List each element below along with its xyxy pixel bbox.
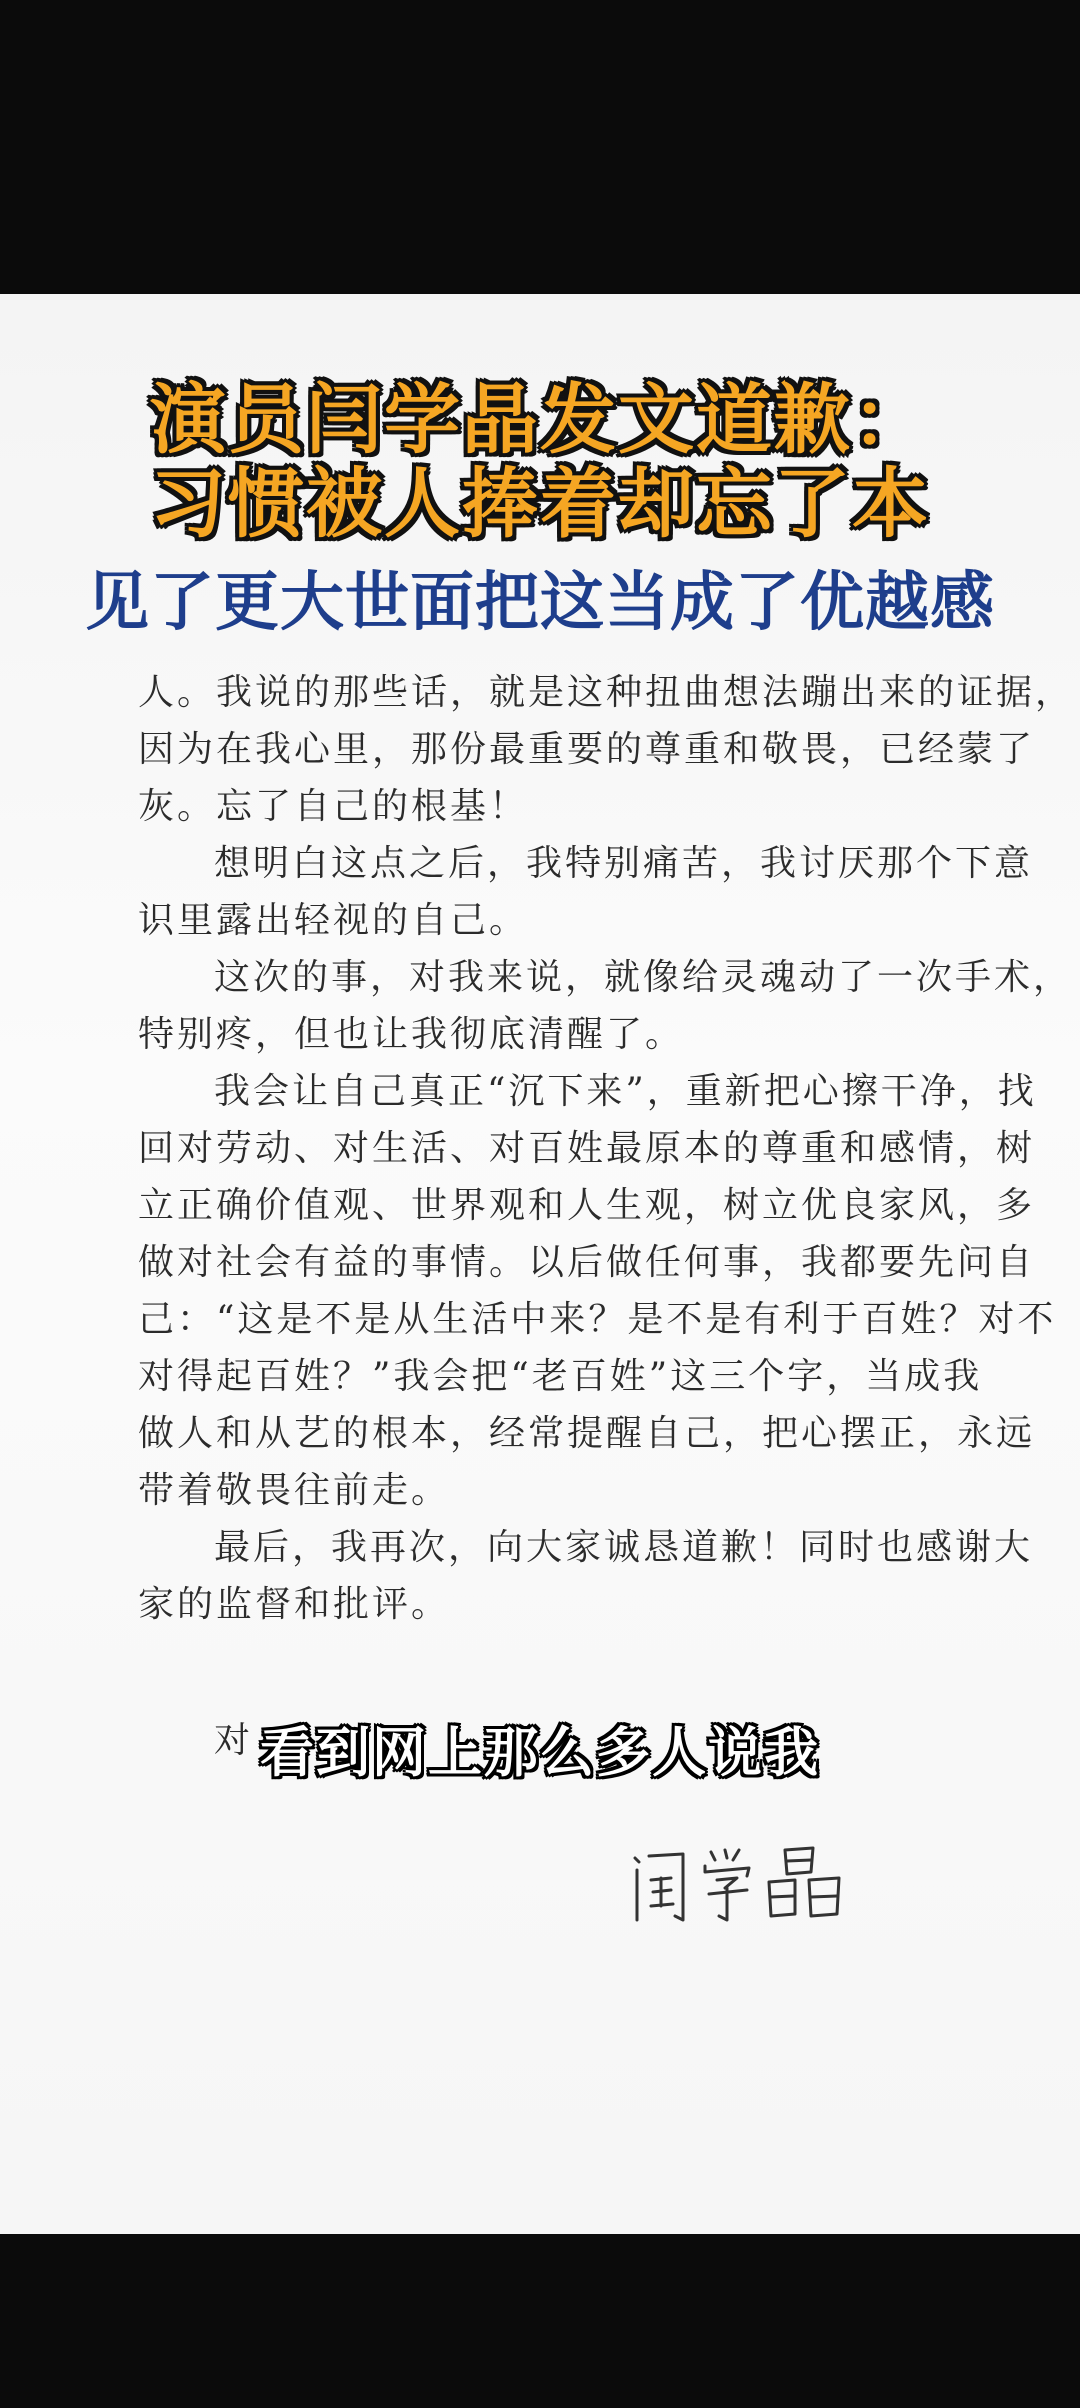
letter-line: 对得起百姓？”我会把“老百姓”这三个字，当成我 bbox=[138, 1356, 983, 1397]
letter-line: 想明白这点之后，我特别痛苦，我讨厌那个下意 bbox=[214, 843, 1034, 884]
letter-line: 己：“这是不是从生活中来？是不是有利于百姓？对不 bbox=[138, 1299, 1057, 1340]
handwritten-signature bbox=[625, 1840, 865, 1930]
letter-line: 做对社会有益的事情。以后做任何事，我都要先问自 bbox=[138, 1242, 1036, 1283]
bottom-letterbox bbox=[0, 2234, 1080, 2408]
headline-line-2: 习惯被人捧着却忘了本 bbox=[150, 459, 930, 548]
letter-body bbox=[138, 664, 1075, 1633]
letter-line: 人。我说的那些话，就是这种扭曲想法蹦出来的证据， bbox=[138, 672, 1075, 713]
top-letterbox bbox=[0, 0, 1080, 294]
letter-line: 我会让自己真正“沉下来”，重新把心擦干净，找 bbox=[214, 1071, 1037, 1112]
letter-line: 回对劳动、对生活、对百姓最原本的尊重和感情，树 bbox=[138, 1128, 1036, 1169]
letter-line: 灰。忘了自己的根基！ bbox=[138, 786, 529, 827]
letter-partial-line: 对 bbox=[214, 1720, 251, 1761]
letter-line: 做人和从艺的根本，经常提醒自己，把心摆正，永远 bbox=[138, 1413, 1036, 1454]
subheadline: 见了更大世面把这当成了优越感 bbox=[85, 566, 995, 640]
letter-line: 最后，我再次，向大家诚恳道歉！同时也感谢大 bbox=[214, 1527, 1034, 1568]
letter-line: 带着敬畏往前走。 bbox=[138, 1470, 451, 1511]
video-subtitle: 看到网上那么多人说我 bbox=[260, 1721, 820, 1784]
headline-line-1: 演员闫学晶发文道歉： bbox=[150, 375, 930, 464]
letter-line: 特别疼，但也让我彻底清醒了。 bbox=[138, 1014, 685, 1055]
letter-line: 家的监督和批评。 bbox=[138, 1584, 451, 1625]
letter-line: 识里露出轻视的自己。 bbox=[138, 900, 529, 941]
letter-line: 这次的事，对我来说，就像给灵魂动了一次手术， bbox=[214, 957, 1073, 998]
letter-line: 因为在我心里，那份最重要的尊重和敬畏，已经蒙了 bbox=[138, 729, 1036, 770]
letter-line: 立正确价值观、世界观和人生观，树立优良家风，多 bbox=[138, 1185, 1036, 1226]
